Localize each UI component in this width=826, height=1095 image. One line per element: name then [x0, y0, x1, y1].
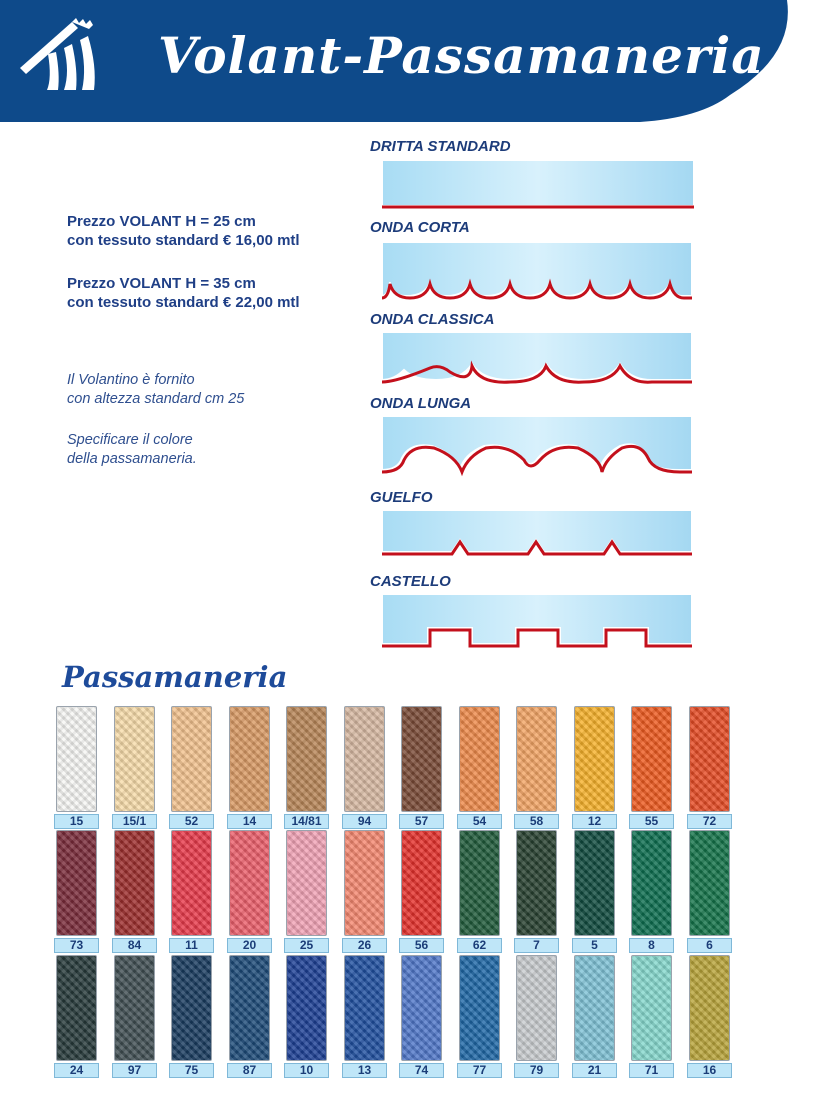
color-swatch [574, 706, 615, 812]
color-code-label: 6 [687, 938, 732, 953]
color-swatch [114, 706, 155, 812]
color-swatch [171, 955, 212, 1061]
color-swatch [689, 706, 730, 812]
color-code-label: 94 [342, 814, 387, 829]
color-code-label: 11 [169, 938, 214, 953]
braid-texture [402, 956, 441, 1060]
volant-shape-dritta-standard [380, 158, 698, 212]
color-swatch [401, 706, 442, 812]
braid-texture [57, 831, 96, 935]
color-code-label: 57 [399, 814, 444, 829]
color-code-label: 14 [227, 814, 272, 829]
color-swatch [56, 830, 97, 936]
braid-texture [345, 707, 384, 811]
color-swatch [229, 830, 270, 936]
color-swatch [56, 955, 97, 1061]
color-swatch [344, 706, 385, 812]
color-swatch [344, 830, 385, 936]
color-code-label: 55 [629, 814, 674, 829]
color-swatch [56, 706, 97, 812]
braid-texture [345, 956, 384, 1060]
color-code-label: 58 [514, 814, 559, 829]
color-code-label: 26 [342, 938, 387, 953]
color-code-label: 12 [572, 814, 617, 829]
color-swatch [171, 706, 212, 812]
color-code-label: 73 [54, 938, 99, 953]
color-code-label: 25 [284, 938, 329, 953]
color-code-label: 71 [629, 1063, 674, 1078]
price-line: Prezzo VOLANT H = 35 cm [67, 275, 256, 292]
color-swatch [689, 955, 730, 1061]
color-code-label: 15/1 [112, 814, 157, 829]
braid-texture [115, 831, 154, 935]
color-code-label: 52 [169, 814, 214, 829]
braid-texture [575, 956, 614, 1060]
color-swatch [574, 830, 615, 936]
color-code-label: 15 [54, 814, 99, 829]
color-code-label: 21 [572, 1063, 617, 1078]
braid-texture [632, 831, 671, 935]
braid-texture [632, 956, 671, 1060]
braid-texture [172, 831, 211, 935]
braid-texture [690, 707, 729, 811]
header-banner [0, 0, 826, 122]
volant-shape-onda-corta [380, 240, 698, 304]
color-code-label: 74 [399, 1063, 444, 1078]
braid-texture [632, 707, 671, 811]
color-code-label: 84 [112, 938, 157, 953]
color-code-label: 77 [457, 1063, 502, 1078]
color-swatch [516, 955, 557, 1061]
color-code-label: 16 [687, 1063, 732, 1078]
color-code-label: 87 [227, 1063, 272, 1078]
braid-texture [287, 707, 326, 811]
color-swatch [459, 955, 500, 1061]
color-swatch [574, 955, 615, 1061]
braid-texture [57, 956, 96, 1060]
volant-shape-guelfo [380, 508, 698, 562]
passamaneria-title: Passamaneria [62, 660, 288, 694]
page-title: Volant-Passamaneria [158, 26, 765, 85]
color-swatch [689, 830, 730, 936]
color-code-label: 75 [169, 1063, 214, 1078]
braid-texture [230, 956, 269, 1060]
color-code-label: 14/81 [284, 814, 329, 829]
price-line: Prezzo VOLANT H = 25 cm [67, 213, 256, 230]
color-swatch [344, 955, 385, 1061]
braid-texture [575, 831, 614, 935]
color-swatch [286, 706, 327, 812]
volant-label-onda-classica: ONDA CLASSICA [370, 311, 495, 328]
volant-label-castello: CASTELLO [370, 573, 451, 590]
braid-texture [690, 956, 729, 1060]
price-line: con tessuto standard € 22,00 mtl [67, 294, 300, 311]
color-swatch [631, 830, 672, 936]
braid-texture [172, 707, 211, 811]
color-code-label: 5 [572, 938, 617, 953]
color-swatch [631, 955, 672, 1061]
color-swatch [401, 830, 442, 936]
braid-texture [230, 707, 269, 811]
braid-texture [517, 956, 556, 1060]
color-code-label: 8 [629, 938, 674, 953]
color-code-label: 62 [457, 938, 502, 953]
color-code-label: 56 [399, 938, 444, 953]
volant-label-onda-lunga: ONDA LUNGA [370, 395, 472, 412]
braid-texture [115, 707, 154, 811]
note-standard-height [67, 371, 244, 409]
braid-texture [230, 831, 269, 935]
braid-texture [287, 956, 326, 1060]
braid-texture [460, 956, 499, 1060]
color-swatch [286, 830, 327, 936]
braid-texture [402, 831, 441, 935]
braid-texture [172, 956, 211, 1060]
volant-label-onda-corta: ONDA CORTA [370, 219, 470, 236]
color-swatch [114, 955, 155, 1061]
braid-texture [690, 831, 729, 935]
braid-texture [460, 707, 499, 811]
color-code-label: 72 [687, 814, 732, 829]
volant-shape-castello [380, 592, 698, 654]
color-swatch [229, 955, 270, 1061]
color-code-label: 97 [112, 1063, 157, 1078]
volant-shape-onda-classica [380, 330, 698, 388]
color-swatch [516, 706, 557, 812]
comb-logo-icon [14, 10, 114, 100]
volant-shape-onda-lunga [380, 414, 698, 482]
price-volant-25 [67, 212, 300, 250]
braid-texture [345, 831, 384, 935]
color-swatch [516, 830, 557, 936]
note-line: con altezza standard cm 25 [67, 391, 245, 407]
braid-texture [57, 707, 96, 811]
braid-texture [115, 956, 154, 1060]
note-line: Specificare il colore [67, 432, 193, 448]
color-code-label: 79 [514, 1063, 559, 1078]
color-swatch [229, 706, 270, 812]
price-volant-35 [67, 274, 300, 312]
volant-label-dritta-standard: DRITTA STANDARD [370, 138, 511, 155]
color-swatch [459, 706, 500, 812]
braid-texture [517, 831, 556, 935]
volant-label-guelfo: GUELFO [370, 489, 433, 506]
color-swatch [114, 830, 155, 936]
color-code-label: 54 [457, 814, 502, 829]
note-line: della passamaneria. [67, 451, 197, 467]
braid-texture [460, 831, 499, 935]
braid-texture [575, 707, 614, 811]
color-code-label: 10 [284, 1063, 329, 1078]
note-specify-color [67, 431, 197, 469]
color-code-label: 13 [342, 1063, 387, 1078]
color-swatch [459, 830, 500, 936]
color-swatch [171, 830, 212, 936]
braid-texture [287, 831, 326, 935]
color-code-label: 20 [227, 938, 272, 953]
note-line: Il Volantino è fornito [67, 372, 195, 388]
color-swatch [631, 706, 672, 812]
price-line: con tessuto standard € 16,00 mtl [67, 232, 300, 249]
color-code-label: 24 [54, 1063, 99, 1078]
color-code-label: 7 [514, 938, 559, 953]
color-swatch [286, 955, 327, 1061]
braid-texture [517, 707, 556, 811]
color-swatch [401, 955, 442, 1061]
braid-texture [402, 707, 441, 811]
